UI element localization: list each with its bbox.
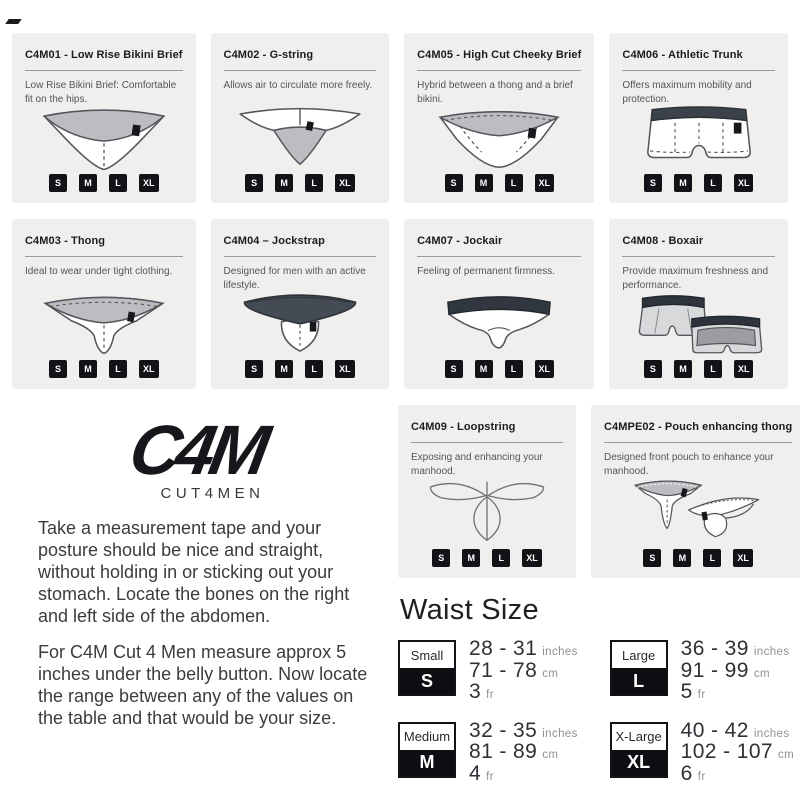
inches-unit: inches [542, 727, 578, 740]
product-description: Exposing and enhancing your manhood. [411, 452, 543, 477]
size-badge-s: S [49, 360, 67, 378]
product-card-c4m02 [211, 33, 390, 203]
fr-value: 5 [680, 680, 693, 703]
size-box-medium [398, 722, 456, 778]
size-values [680, 637, 790, 705]
c4m-logo-mark: C4M [124, 411, 271, 489]
loopstring-illustration [411, 478, 563, 546]
pouch-thong-illustration [604, 478, 792, 546]
waist-size-table [398, 637, 800, 786]
size-badge-xl: XL [335, 360, 355, 378]
size-badges [417, 360, 581, 378]
size-box-x-large [610, 722, 668, 778]
size-badge-m: M [462, 549, 480, 567]
inches-value: 36 - 39 [680, 637, 749, 660]
product-description: Ideal to wear under tight clothing. [25, 266, 173, 277]
size-values [469, 637, 578, 705]
cheeky-brief-illustration [417, 106, 581, 171]
jockair-illustration [417, 291, 581, 357]
size-badge-m: M [79, 360, 97, 378]
waist-entry-small [398, 637, 594, 705]
cm-value: 102 - 107 [680, 740, 773, 763]
size-letter: L [612, 668, 666, 694]
inches-value: 40 - 42 [680, 718, 749, 742]
size-letter: M [400, 750, 454, 776]
size-badge-l: L [305, 174, 323, 192]
product-description: Designed for men with an active lifestyle. [223, 266, 366, 291]
size-badge-s: S [644, 360, 662, 378]
waist-entry-medium [398, 718, 594, 787]
size-box-small [398, 640, 456, 696]
product-description: Low Rise Bikini Brief: Comfortable fit on the hips. [25, 80, 177, 105]
product-card-c4m03 [12, 219, 196, 389]
product-description: Allows air to circulate more freely. [223, 80, 373, 91]
size-values [680, 718, 795, 787]
size-badge-l: L [505, 174, 523, 192]
boxair-illustration [622, 292, 775, 357]
size-badge-l: L [704, 174, 722, 192]
product-title: C4M09 - Loopstring [411, 421, 516, 433]
inches-value: 28 - 31 [469, 637, 538, 660]
size-letter: XL [612, 750, 666, 776]
size-badge-l: L [492, 549, 510, 567]
measurement-instructions [38, 517, 383, 729]
product-title: C4M04 – Jockstrap [223, 235, 325, 247]
bikini-brief-illustration [25, 106, 183, 171]
size-badge-s: S [445, 174, 463, 192]
divider [25, 256, 183, 257]
size-badges [224, 360, 377, 378]
inches-unit: inches [753, 646, 790, 658]
size-label: Small [410, 647, 444, 663]
fr-unit: fr [486, 689, 494, 701]
size-badge-l: L [704, 360, 722, 378]
size-badge-m: M [475, 174, 493, 192]
size-badges [417, 174, 581, 192]
size-badge-l: L [109, 174, 127, 192]
fr-value: 6 [680, 761, 693, 785]
size-badge-xl: XL [535, 360, 555, 378]
product-title: C4M06 - Athletic Trunk [622, 49, 743, 61]
product-title: C4MPE02 - Pouch enhancing thong [604, 421, 793, 433]
divider [224, 70, 377, 71]
size-badge-s: S [432, 549, 450, 567]
instructions-paragraph-2: For C4M Cut 4 Men measure approx 5 inches under the belly button. Now locate the range between any of the values on the table and that would be your size. [38, 641, 368, 728]
product-description: Hybrid between a thong and a brief bikini. [417, 80, 573, 105]
size-badge-m: M [673, 549, 691, 567]
cm-unit: cm [777, 749, 795, 761]
divider [604, 442, 792, 443]
g-string-illustration [224, 105, 377, 171]
inches-unit: inches [753, 727, 790, 740]
size-badge-l: L [703, 549, 721, 567]
size-label: Medium [403, 729, 451, 744]
size-badge-m: M [275, 174, 293, 192]
size-badge-m: M [674, 174, 692, 192]
size-badge-xl: XL [535, 174, 555, 192]
product-card-c4m01 [12, 33, 196, 203]
waist-entry-large [610, 637, 800, 705]
bottom-section [12, 405, 795, 786]
size-badge-s: S [49, 174, 67, 192]
jockstrap-illustration [224, 292, 377, 357]
product-description: Provide maximum freshness and performance. [622, 266, 769, 291]
waist-entry-x-large [610, 718, 800, 787]
size-badge-s: S [644, 174, 662, 192]
cm-value: 71 - 78 [469, 658, 538, 682]
divider [224, 256, 377, 257]
waist-size-heading: Waist Size [400, 594, 539, 626]
fr-unit: fr [697, 689, 706, 701]
product-title: C4M05 - High Cut Cheeky Brief [417, 49, 582, 61]
brand-logo [12, 411, 383, 502]
size-badge-xl: XL [733, 549, 753, 567]
fr-value: 3 [469, 680, 482, 703]
product-card-c4m08 [609, 219, 788, 389]
product-card-c4m06 [609, 33, 788, 203]
divider [622, 256, 775, 257]
size-label: Large [622, 647, 656, 663]
size-badges [604, 549, 792, 567]
size-badges [25, 360, 183, 378]
cm-unit: cm [542, 667, 559, 680]
product-title: C4M08 - Boxair [622, 235, 704, 247]
right-column [398, 405, 800, 786]
size-badge-xl: XL [734, 360, 754, 378]
size-badge-s: S [643, 549, 661, 567]
cm-unit: cm [542, 749, 559, 761]
size-badge-l: L [305, 360, 323, 378]
product-title: C4M02 - G-string [223, 49, 314, 61]
cm-value: 81 - 89 [469, 740, 538, 763]
product-card-c4m04 [211, 219, 390, 389]
product-card-c4m05 [404, 33, 594, 203]
size-badges [25, 174, 183, 192]
size-badge-s: S [445, 360, 463, 378]
inches-unit: inches [542, 646, 578, 658]
size-badges [411, 549, 563, 567]
cut4men-wordmark: CUT4MEN [160, 484, 265, 502]
product-description: Feeling of permanent firmness. [417, 266, 555, 277]
product-card-grid-row3 [398, 405, 800, 578]
size-badge-m: M [275, 360, 293, 378]
cm-value: 91 - 99 [680, 658, 749, 682]
product-description: Designed front pouch to enhance your manhood. [604, 452, 774, 477]
size-badge-s: S [245, 360, 263, 378]
size-badge-s: S [245, 174, 263, 192]
size-badge-m: M [475, 360, 493, 378]
product-title: C4M03 - Thong [25, 235, 106, 247]
product-title: C4M01 - Low Rise Bikini Brief [25, 49, 183, 61]
thong-illustration [25, 291, 183, 357]
size-badge-xl: XL [139, 174, 159, 192]
product-card-c4m07 [404, 219, 594, 389]
size-letter: S [400, 668, 454, 694]
product-card-c4m09 [398, 405, 576, 578]
divider [622, 70, 775, 71]
product-description: Offers maximum mobility and protection. [622, 80, 752, 105]
size-badge-m: M [79, 174, 97, 192]
measurement-column [12, 405, 383, 786]
product-title: C4M07 - Jockair [417, 235, 503, 247]
divider [417, 70, 581, 71]
size-badges [622, 174, 775, 192]
divider [25, 70, 183, 71]
fr-unit: fr [486, 770, 494, 783]
size-badge-xl: XL [522, 549, 542, 567]
size-badge-xl: XL [139, 360, 159, 378]
size-badges [224, 174, 377, 192]
size-badges [622, 360, 775, 378]
size-values [469, 718, 578, 787]
fr-unit: fr [697, 770, 706, 783]
size-badge-xl: XL [335, 174, 355, 192]
size-badge-m: M [674, 360, 692, 378]
fr-value: 4 [469, 761, 482, 785]
divider [417, 256, 581, 257]
instructions-paragraph-1: Take a measurement tape and your posture should be nice and straight, without holding in or sticking out your stomach. Locate the bones on the right and left side of the abdomen. [38, 517, 350, 626]
size-badge-xl: XL [734, 174, 754, 192]
product-card-grid [12, 33, 788, 389]
size-badge-l: L [505, 360, 523, 378]
cm-unit: cm [753, 667, 770, 680]
athletic-trunk-illustration [622, 106, 775, 171]
product-card-c4mpe02 [591, 405, 800, 578]
corner-mark [5, 19, 22, 24]
size-label: X-Large [615, 729, 662, 744]
size-box-large [610, 640, 668, 696]
size-badge-l: L [109, 360, 127, 378]
divider [411, 442, 563, 443]
inches-value: 32 - 35 [469, 718, 538, 742]
